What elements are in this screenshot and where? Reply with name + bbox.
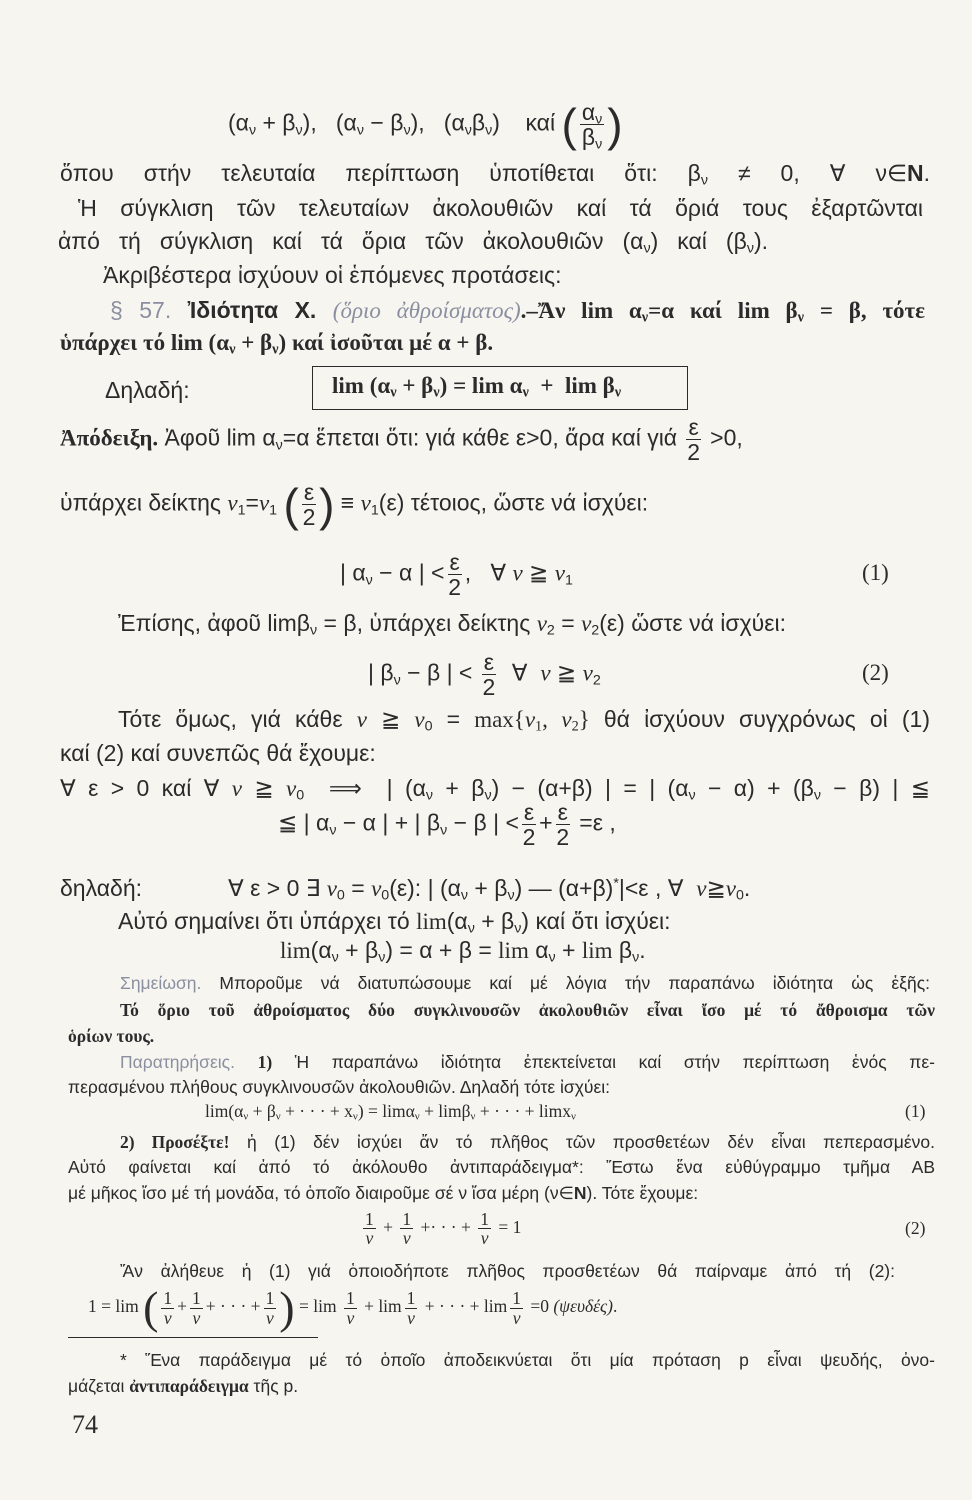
text-label: Δηλαδή: bbox=[105, 377, 190, 403]
remark-line: Παρατηρήσεις. 1) Ἡ παραπάνω ἰδιότητα ἐπεκτείνεται καί στήν περίπτωση ἑνός πε- bbox=[120, 1052, 935, 1072]
page-number: 74 bbox=[72, 1410, 98, 1439]
equation-tag: (1) bbox=[905, 1101, 926, 1121]
proof-line: ὑπάρχει δείκτης $\nu_1=\nu_1$ ( $\frac{\varepsilon}{2}$ ) ≡ $\nu_1(\varepsilon)$ τέτοιος, ὥστε νά ἰσχύει: bbox=[60, 478, 649, 531]
remark-formula: $\lim(\alpha_\nu + \beta_\nu$ + · · · + $x_\nu) = \lim\alpha_\nu + \lim\beta_\nu$ + · · · + limx$_\nu$ bbox=[205, 1101, 576, 1123]
inequality-1: | $\alpha_\nu - \alpha$ | < $\frac{\varepsilon}{2}$ , ∀ ν ≧ $\nu_1$ bbox=[340, 549, 573, 601]
remark-formula: $\frac{1}{\nu}$ + $\frac{1}{\nu}$ +· · · + $\frac{1}{\nu}$ = 1 bbox=[365, 1209, 522, 1249]
property-heading: § 57. Ἰδιότητα Χ. (ὅριο ἀθροίσματος).–Ἄν $\lim \alpha_\nu=\alpha$ καί $\lim \beta_\nu = \beta$, τότε bbox=[110, 297, 925, 326]
equation-tag: (2) bbox=[905, 1218, 926, 1238]
proof-line: καί (2) καί συνεπῶς θά ἔχουμε: bbox=[60, 740, 376, 766]
proof-line: Τότε ὅμως, γιά κάθε ν ≧ $\nu_0 = \max\{\nu_1$, $\nu_2$} θά ἰσχύουν συγχρόνως οἱ (1) bbox=[118, 706, 930, 735]
text-line: Ἡ σύγκλιση τῶν τελευταίων ἀκολουθιῶν καί τά ὅριά τους ἐξαρτῶνται bbox=[78, 195, 923, 221]
text-line: Ἀκριβέστερα ἰσχύουν οἱ ἑπόμενες προτάσεις: bbox=[103, 262, 562, 288]
proof-line: ∀ ε > 0 καί ∀ ν ≧ $\nu_0$ ⟹ | $(\alpha_\nu + \beta_\nu) - (\alpha+\beta)$ | = | $(\alpha_\nu - \alpha) + (\beta_\nu - \beta)$ | ≦ bbox=[60, 775, 930, 804]
remark-line: μέ μῆκος ἴσο μέ τή μονάδα, τό ὁποῖο διαιροῦμε σέ ν ἴσα μέρη (ν∈N). Τότε ἔχουμε: bbox=[68, 1183, 699, 1203]
expression-list: $(\alpha_\nu + \beta_\nu)$, $(\alpha_\nu - \beta_\nu)$, $(\alpha_\nu\beta_\nu)$ καί ( $\frac{\alpha_\nu}{\beta_\nu}$ ) bbox=[228, 98, 623, 153]
text-label: δηλαδή: bbox=[60, 875, 143, 901]
footnote-line: * Ἕνα παράδειγμα μέ τό ὁποῖο ἀποδεικνύεται ὅτι μία πρόταση p εἶναι ψευδής, ὀνο- bbox=[120, 1350, 935, 1370]
remark-line: Αὐτό φαίνεται καί ἀπό τό ἀκόλουθο ἀντιπαράδειγμα*: Ἔστω ἕνα εὐθύγραμμο τμῆμα ΑΒ bbox=[68, 1157, 935, 1177]
proof-line: ∀ ε > 0 ∃ $\nu_0 = \nu_0(\varepsilon)$: | $(\alpha_\nu + \beta_\nu)$ — (α+β)*|<ε , ∀ $\nu≧\nu_0$. bbox=[228, 875, 751, 904]
proof-line: ≦ | $\alpha_\nu - \alpha$ | + | $\beta_\nu - \beta$ | < $\frac{\varepsilon}{2}$ + $\frac{\varepsilon}{2}$ =ε , bbox=[278, 799, 616, 851]
proof-line: Ἀπόδειξη. Ἀφοῦ $\lim \alpha_\nu=\alpha$ ἕπεται ὅτι: γιά κάθε ε>0, ἄρα καί γιά $\frac{\varepsilon}{2}$ >0, bbox=[60, 414, 743, 466]
note-line: Τό ὅριο τοῦ ἀθροίσματος δύο συγκλινουσῶν ἀκολουθιῶν εἶναι ἴσο μέ τό ἄθροισμα τῶν bbox=[120, 1000, 935, 1020]
note-line: ὁρίων τους. bbox=[68, 1026, 155, 1046]
footnote-rule bbox=[68, 1337, 318, 1338]
remark-formula: 1 = lim ( $\frac{1}{\nu}$ + $\frac{1}{\nu}$ + · · · + $\frac{1}{\nu}$ ) = lim $\frac{1}{\nu}$ + lim $\frac{1}{\nu}$ + · · · + lim $\frac{1}{\nu}$ =0 (ψευδές). bbox=[88, 1282, 618, 1333]
proof-line: Ἐπίσης, ἀφοῦ limβ$_\nu$ = β, ὑπάρχει δείκτης $\nu_2 = \nu_2(\varepsilon)$ ὥστε νά ἰσχύει: bbox=[118, 610, 786, 639]
proof-line: $\lim(\alpha_\nu + \beta_\nu) = \alpha + \beta = \lim \alpha_\nu + \lim \beta_\nu$. bbox=[280, 937, 646, 966]
proof-line: Αὐτό σημαίνει ὅτι ὑπάρχει τό $\lim(\alpha_\nu + \beta_\nu)$ καί ὅτι ἰσχύει: bbox=[118, 908, 671, 937]
text-line: ἀπό τή σύγκλιση καί τά ὅρια τῶν ἀκολουθιῶν $(\alpha_\nu)$ καί $(\beta_\nu)$. bbox=[58, 228, 768, 257]
remark-line: περασμένου πλήθους συγκλινουσῶν ἀκολουθιῶν. Δηλαδή τότε ἰσχύει: bbox=[68, 1077, 611, 1097]
remark-line: Ἄν ἀλήθευε ἡ (1) γιά ὁποιοδήποτε πλῆθος προσθετέων θά παίρναμε ἀπό τή (2): bbox=[120, 1261, 895, 1281]
inequality-2: | $\beta_\nu - \beta$ | < $\frac{\varepsilon}{2}$ ∀ ν ≧ $\nu_2$ bbox=[368, 649, 601, 701]
property-statement: ὑπάρχει τό $\lim (\alpha_\nu + \beta_\nu)$ καί ἰσοῦται μέ α + β. bbox=[60, 330, 494, 358]
equation-tag: (2) bbox=[862, 660, 889, 685]
text-line: ὅπου στήν τελευταία περίπτωση ὑποτίθεται ὅτι: $\beta_\nu \ne 0$, ∀ ν∈N. bbox=[60, 160, 930, 189]
equation-tag: (1) bbox=[862, 560, 889, 585]
boxed-formula: $\lim (\alpha_\nu + \beta_\nu) = \lim \alpha_\nu + \lim \beta_\nu$ bbox=[332, 373, 622, 401]
remark-line: 2) Προσέξτε! ἡ (1) δέν ἰσχύει ἄν τό πλῆθος τῶν προσθετέων δέν εἶναι πεπερασμένο. bbox=[120, 1132, 935, 1152]
footnote-line: μάζεται ἀντιπαράδειγμα τῆς p. bbox=[68, 1376, 299, 1396]
note-line: Σημείωση. Μποροῦμε νά διατυπώσουμε καί μέ λόγια τήν παραπάνω ἰδιότητα ὡς ἑξῆς: bbox=[120, 973, 930, 993]
